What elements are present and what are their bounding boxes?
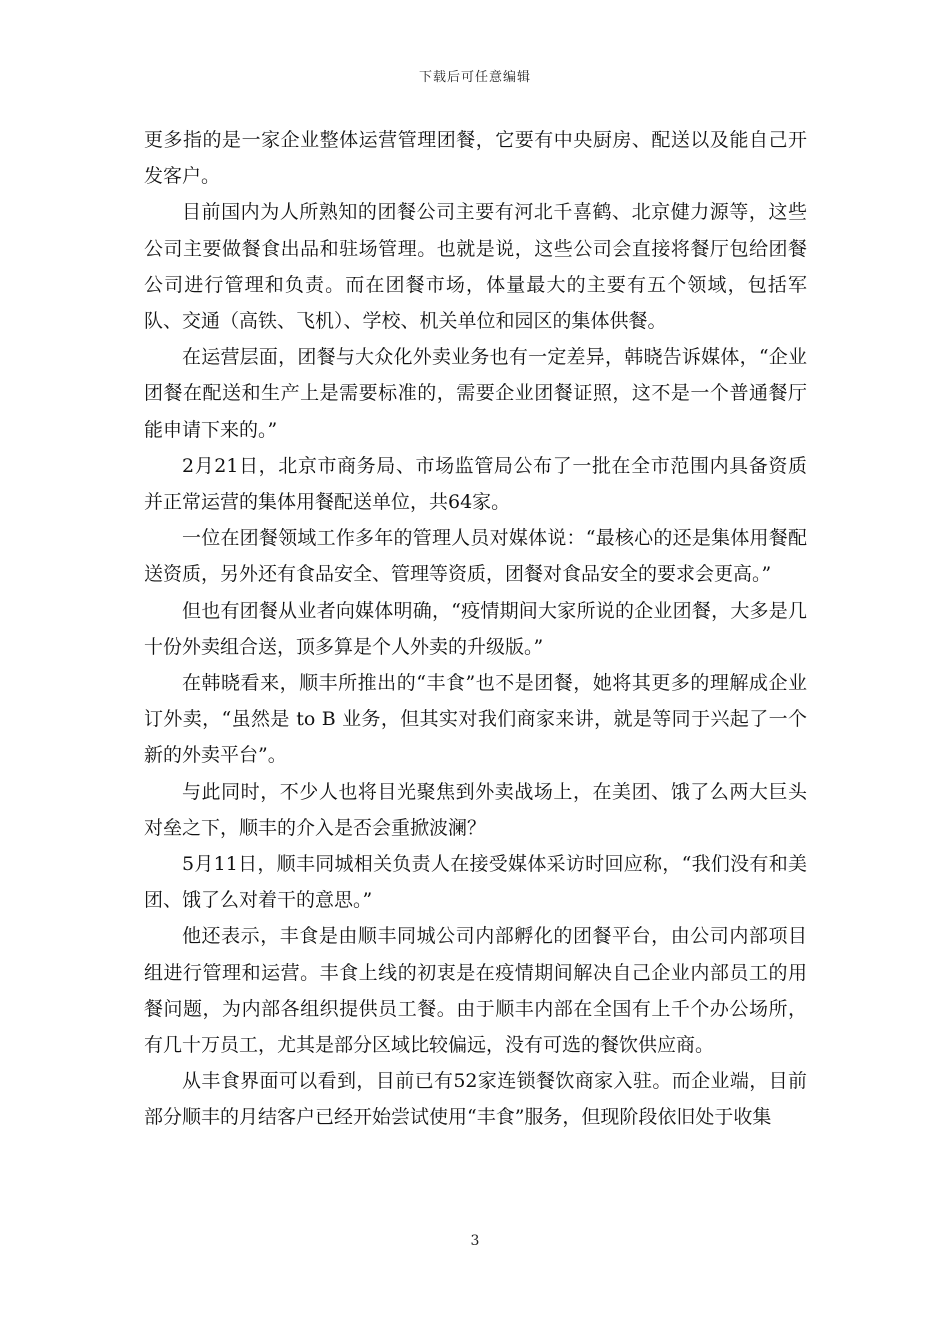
page-header: 下载后可任意编辑 [418, 70, 531, 85]
paragraph-1: 更多指的是一家企业整体运营管理团餐，它要有中央厨房、配送以及能自己开发客户。 [144, 129, 807, 188]
paragraph-11: 从丰食界面可以看到，目前已有52家连锁餐饮商家入驻。而企业端，目前部分顺丰的月结客户已经开始尝试使用“丰食”服务，但现阶段依旧处于收集 [144, 1070, 807, 1129]
paragraph-4: 2月21日，北京市商务局、市场监管局公布了一批在全市范围内具备资质并正常运营的集体用餐配送单位，共64家。 [144, 454, 807, 514]
paragraph-5: 一位在团餐领域工作多年的管理人员对媒体说：“最核心的还是集体用餐配送资质，另外还有食品安全、管理等资质，团餐对食品安全的要求会更高。” [144, 527, 807, 586]
paragraph-7: 在韩晓看来，顺丰所推出的“丰食”也不是团餐，她将其更多的理解成企业订外卖，“虽然是 to B 业务，但其实对我们商家来讲，就是等同于兴起了一个新的外卖平台”。 [144, 672, 807, 767]
paragraph-2: 目前国内为人所熟知的团餐公司主要有河北千喜鹤、北京健力源等，这些公司主要做餐食出品和驻场管理。也就是说，这些公司会直接将餐厅包给团餐公司进行管理和负责。而在团餐市场，体量最大的主要有五个领域，包括军队、交通（高铁、飞机）、学校、机关单位和园区的集体供餐。 [144, 201, 807, 333]
page-number: 3 [470, 1233, 480, 1249]
paragraph-10: 他还表示，丰食是由顺丰同城公司内部孵化的团餐平台，由公司内部项目组进行管理和运营。丰食上线的初衷是在疫情期间解决自己企业内部员工的用餐问题，为内部各组织提供员工餐。由于顺丰内部在全国有上千个办公场所，有几十万员工，尤其是部分区域比较偏远，没有可选的餐饮供应商。 [144, 925, 807, 1057]
document-body [144, 122, 807, 1136]
paragraph-8: 与此同时，不少人也将目光聚焦到外卖战场上，在美团、饿了么两大巨头对垒之下，顺丰的介入是否会重掀波澜？ [144, 780, 807, 839]
paragraph-6: 但也有团餐从业者向媒体明确，“疫情期间大家所说的企业团餐，大多是几十份外卖组合送，顶多算是个人外卖的升级版。” [144, 599, 807, 658]
paragraph-9: 5月11日，顺丰同城相关负责人在接受媒体采访时回应称，“我们没有和美团、饿了么对着干的意思。” [144, 853, 807, 912]
paragraph-3: 在运营层面，团餐与大众化外卖业务也有一定差异，韩晓告诉媒体，“企业团餐在配送和生产上是需要标准的，需要企业团餐证照，这不是一个普通餐厅能申请下来的。” [144, 346, 807, 441]
